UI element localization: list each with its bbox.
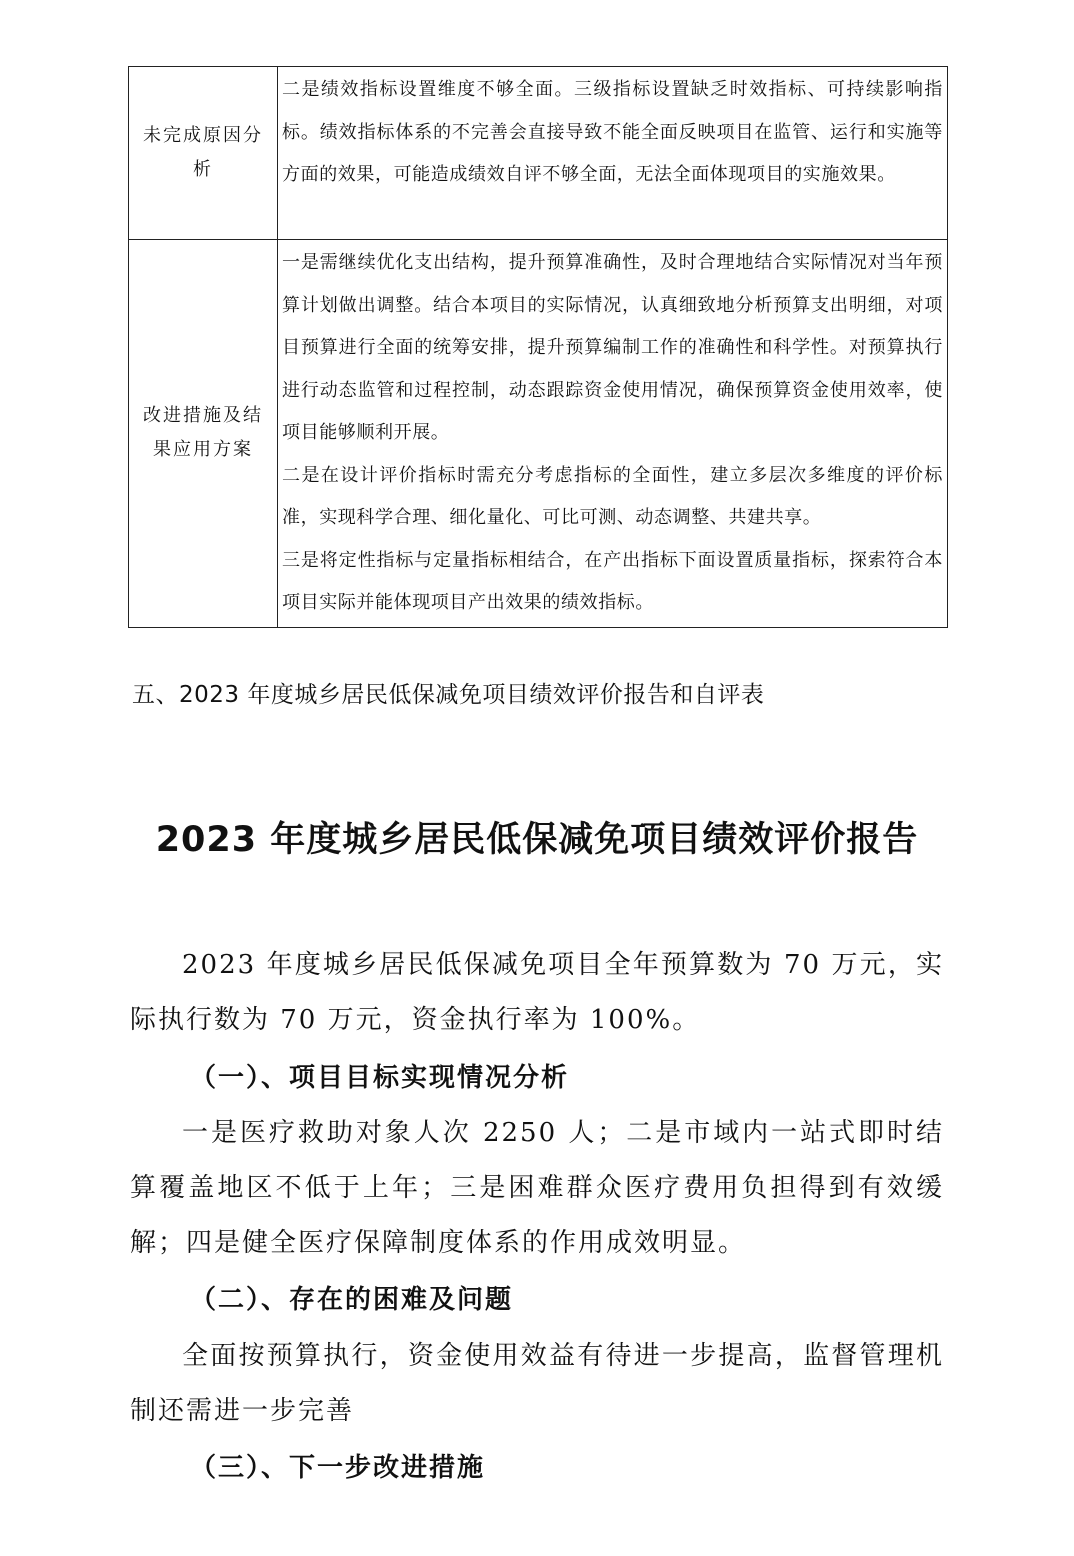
section-1-body [130, 1106, 944, 1271]
intro-paragraph [130, 938, 944, 1048]
evaluation-table [128, 66, 948, 628]
paragraph: 二是绩效指标设置维度不够全面。三级指标设置缺乏时效指标、可持续影响指标。绩效指标体系的不完善会直接导致不能全面反映项目在监管、运行和实施等方面的效果，可能造成绩效自评不够全面，无法全面体现项目的实施效果。 [282, 79, 943, 185]
row-content-unfinished-reason [278, 67, 948, 240]
subheading-2: （二）、存在的困难及问题 [190, 1285, 514, 1315]
row-label-unfinished-reason: 未完成原因分析 [129, 67, 278, 240]
section-1-text: 一是医疗救助对象人次 2250 人；二是市域内一站式即时结算覆盖地区不低于上年；三是困难群众医疗费用负担得到有效缓解；四是健全医疗保障制度体系的作用成效明显。 [130, 1118, 944, 1258]
section-2-text: 全面按预算执行，资金使用效益有待进一步提高，监督管理机制还需进一步完善 [130, 1341, 944, 1426]
intro-text: 2023 年度城乡居民低保减免项目全年预算数为 70 万元，实际执行数为 70 万元，资金执行率为 100%。 [130, 950, 944, 1035]
subheading-1: （一）、项目目标实现情况分析 [190, 1063, 570, 1093]
report-title: 2023 年度城乡居民低保减免项目绩效评价报告 [155, 820, 919, 860]
section-2-body [130, 1329, 944, 1439]
row-label-improvement-plan: 改进措施及结果应用方案 [129, 240, 278, 628]
paragraph: 二是在设计评价指标时需充分考虑指标的全面性，建立多层次多维度的评价标准，实现科学合理、细化量化、可比可测、动态调整、共建共享。 [282, 464, 943, 528]
section-heading: 五、2023 年度城乡居民低保减免项目绩效评价报告和自评表 [132, 682, 765, 708]
paragraph: 一是需继续优化支出结构，提升预算准确性，及时合理地结合实际情况对当年预算计划做出调整。结合本项目的实际情况，认真细致地分析预算支出明细，对项目预算进行全面的统筹安排，提升预算编制工作的准确性和科学性。对预算执行进行动态监管和过程控制，动态跟踪资金使用情况，确保预算资金使用效率，使项目能够顺利开展。 [282, 252, 943, 443]
table-row [129, 240, 948, 628]
paragraph: 三是将定性指标与定量指标相结合，在产出指标下面设置质量指标，探索符合本项目实际并能体现项目产出效果的绩效指标。 [282, 549, 943, 613]
row-content-improvement-plan [278, 240, 948, 628]
table-row [129, 67, 948, 240]
subheading-3: （三）、下一步改进措施 [190, 1453, 486, 1483]
